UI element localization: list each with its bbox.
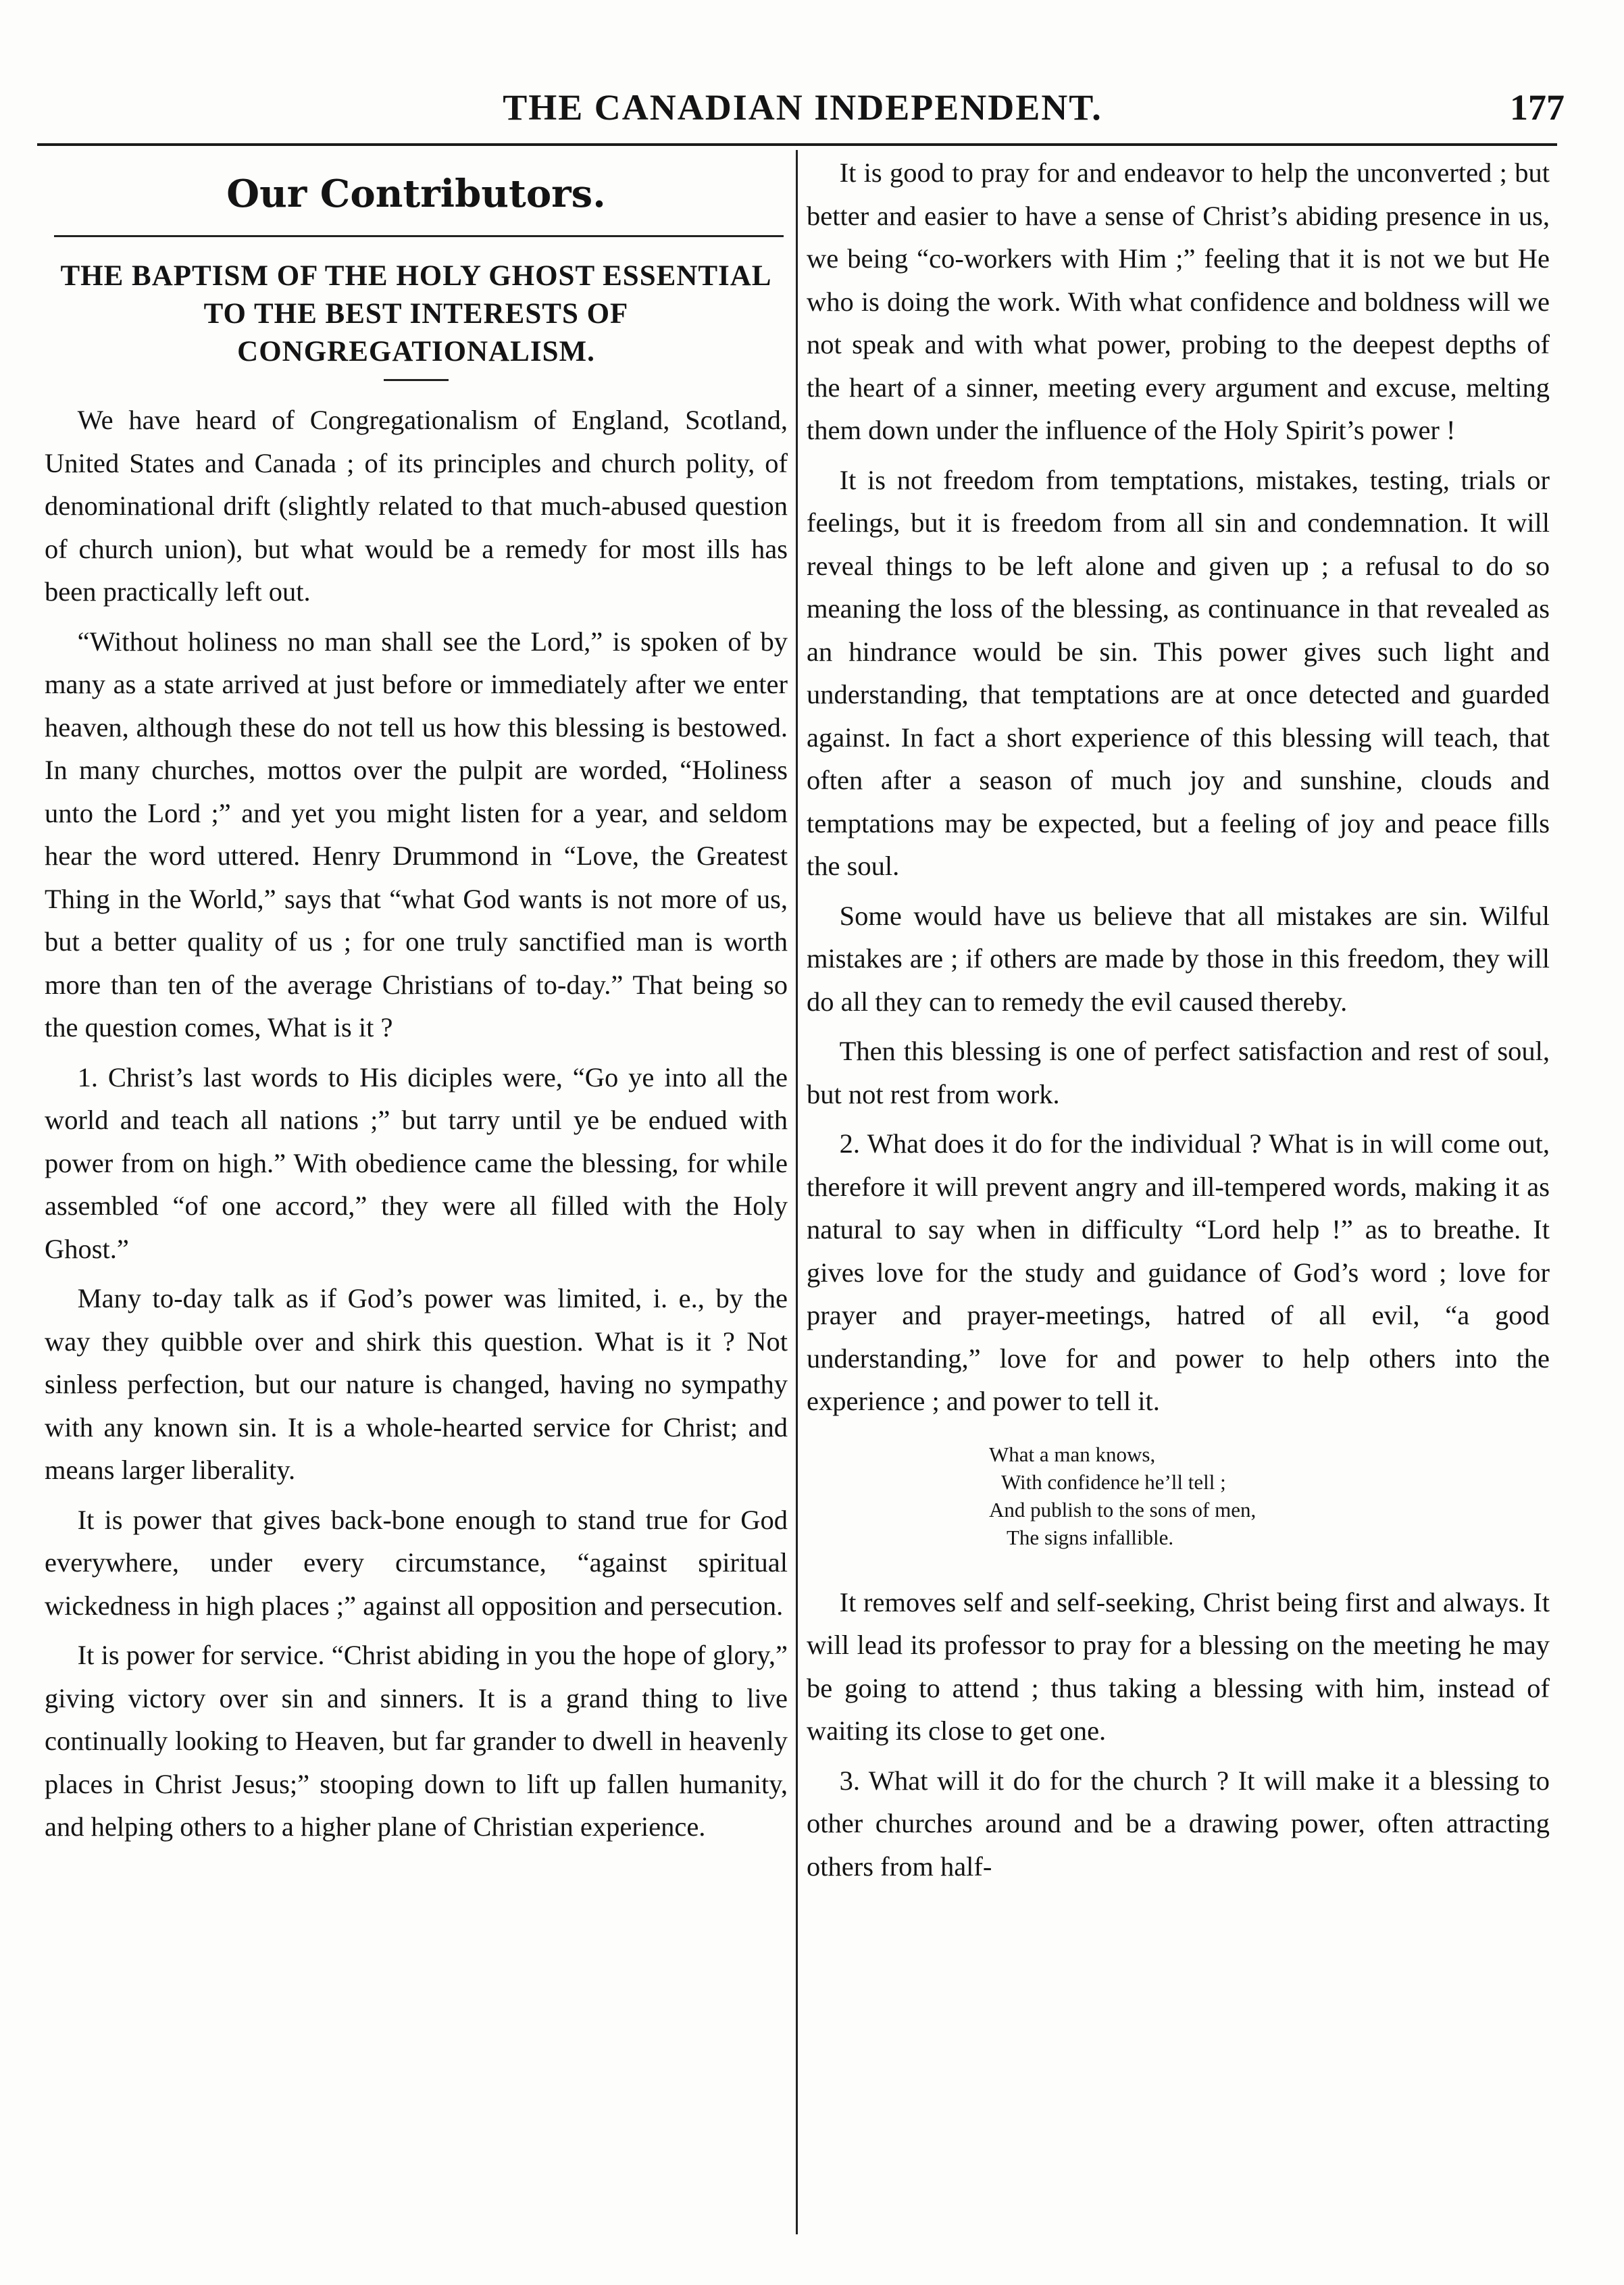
left-column — [45, 151, 788, 1855]
paragraph: Some would have us believe that all mistakes are sin. Wilful mistakes are ; if others are made by those in this freedom, they will do all they can to remedy the evil caused thereby. — [807, 900, 1550, 1017]
running-title: THE CANADIAN INDEPENDENT. — [503, 87, 1102, 128]
poem-line: And publish to the sons of men, — [989, 1497, 1257, 1522]
paragraph: Many to-day talk as if God’s power was limited, i. e., by the way they quibble over and shirk this question. What is it ? Not sinless perfection, but our nature is changed, having no sympathy with any known sin. It is a whole-hearted service for Christ; and means larger liberality. — [45, 1283, 788, 1485]
page-number: 177 — [1510, 87, 1565, 128]
article-title: THE BAPTISM OF THE HOLY GHOST ESSENTIAL TO THE BEST INTERESTS OF CONGREGATIONALISM. — [60, 260, 772, 368]
paragraph: It is power for service. “Christ abiding in you the hope of glory,” giving victory over sin and sinners. It is a grand thing to live continually looking to Heaven, but far grander to dwell in heavenly places in Christ Jesus;” stooping down to lift up fallen humanity, and helping others to a higher plane of Christian experience. — [45, 1640, 788, 1842]
paragraph: It removes self and self-seeking, Christ being first and always. It will lead its professor to pray for a blessing on the meeting he may be going to attend ; thus taking a blessing with him, instead of waiting its close to get one. — [807, 1586, 1550, 1746]
paragraph: It is not freedom from temptations, mistakes, testing, trials or feelings, but it is freedom from all sin and condemnation. It will reveal things to be left alone and given up ; a refusal to do so meaning the loss of the blessing, as continuance in that revealed as an hindrance would be sin. This power gives such light and understanding, that temptations are at once detected and guarded against. In fact a short experience of this blessing will teach, that often after a season of much joy and sunshine, clouds and temptations may be expected, but a feeling of joy and peace fills the soul. — [807, 464, 1550, 881]
section-heading: Our Contributors. — [226, 172, 606, 216]
header-rule — [37, 143, 1557, 146]
paragraph: Then this blessing is one of perfect satisfaction and rest of soul, but not rest from work. — [807, 1036, 1550, 1109]
poem — [989, 1440, 1550, 1551]
title-rule — [384, 379, 449, 381]
poem-line: The signs infallible. — [1007, 1525, 1174, 1549]
paragraph: 1. Christ’s last words to His diciples were, “Go ye into all the world and teach all nations ;” but tarry until ye be endued with power from on high.” With obedience came the blessing, for while assembled “of one accord,” they were all filled with the Holy Ghost.” — [45, 1061, 788, 1264]
paragraph: It is power that gives back-bone enough to stand true for God everywhere, under every circumstance, “against spiritual wickedness in high places ;” against all opposition and persecution. — [45, 1504, 788, 1621]
poem-line: With confidence he’ll tell ; — [1001, 1470, 1226, 1494]
section-rule — [54, 235, 784, 237]
paragraph: We have heard of Congregationalism of England, Scotland, United States and Canada ; of its principles and church polity, of denominational drift (slightly related to that much-abused question of church union), but what would be a remedy for most ills has been practically left out. — [45, 405, 788, 607]
running-head — [41, 80, 1565, 141]
right-column — [807, 151, 1550, 1894]
paragraph: “Without holiness no man shall see the Lord,” is spoken of by many as a state arrived at just before or immediately after we enter heaven, although these do not tell us how this blessing is bestowed. In many churches, mottos over the pulpit are worded, “Holiness unto the Lord ;” and yet you might listen for a year, and seldom hear the word uttered. Henry Drummond in “Love, the Greatest Thing in the World,” says that “what God wants is not more of us, but a better quality of us ; for one truly sanctified man is worth more than ten of the average Christians of to-day.” That being so the question comes, What is it ? — [45, 626, 788, 1043]
column-divider — [796, 150, 798, 2234]
poem-line: What a man knows, — [989, 1442, 1156, 1466]
paragraph: 3. What will it do for the church ? It will make it a blessing to other churches around and be a drawing power, often attracting others from half- — [807, 1765, 1550, 1882]
paragraph: It is good to pray for and endeavor to help the unconverted ; but better and easier to have a sense of Christ’s abiding presence in us, we being “co-workers with Him ;” feeling that it is not we but He who is doing the work. With what confidence and boldness will we not speak and with what power, probing to the deepest depths of the heart of a sinner, meeting every argument and excuse, melting them down under the influence of the Holy Spirit’s power ! — [807, 157, 1550, 445]
paragraph: 2. What does it do for the individual ? What is in will come out, therefore it will prevent angry and ill-tempered words, making it as natural to say when in difficulty “Lord help !” as to breathe. It gives love for the study and guidance of God’s word ; love for prayer and prayer-meetings, hatred of all evil, “a good understanding,” love for and power to help others into the experience ; and power to tell it. — [807, 1128, 1550, 1416]
